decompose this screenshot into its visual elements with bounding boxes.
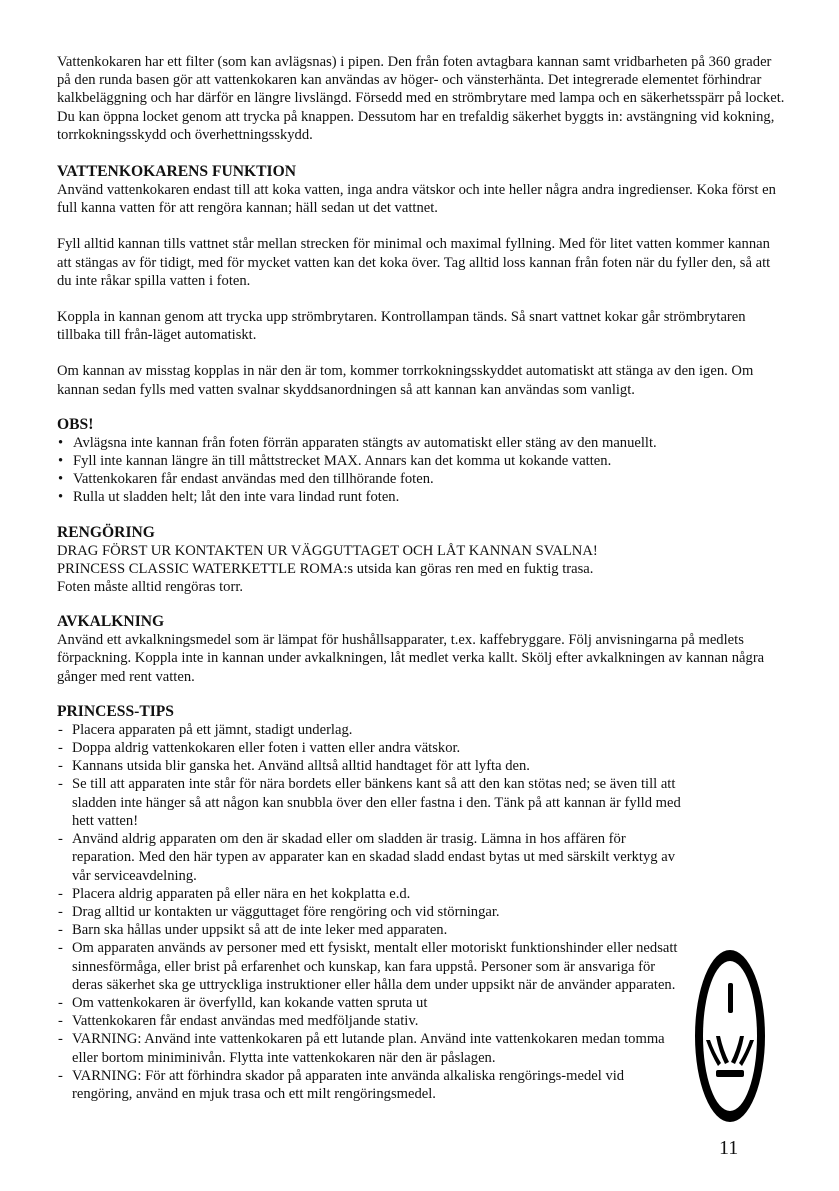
list-item: - Barn ska hållas under uppsikt så att de inte leker med apparaten. (57, 921, 682, 939)
tips-section (57, 702, 682, 1103)
obs-section (57, 415, 785, 507)
list-item: - Vattenkokaren får endast användas med medföljande stativ. (57, 1012, 682, 1030)
function-section (57, 162, 785, 399)
cleaning-line: PRINCESS CLASSIC WATERKETTLE ROMA:s utsida kan göras ren med en fuktig trasa. (57, 560, 594, 577)
list-item: - VARNING: För att förhindra skador på apparaten inte använda alkaliska rengörings-medel vid rengöring, använd en mjuk trasa och ett milt rengöringsmedel. (57, 1067, 682, 1103)
list-item: • Avlägsna inte kannan från foten förrän apparaten stängts av automatiskt eller stäng av den manuellt. (57, 434, 785, 452)
function-paragraph: Om kannan av misstag kopplas in när den är tom, kommer torrkokningsskyddet automatiskt att stänga av den igen. Om kannan sedan fylls med vatten svalnar skyddsanordningen så att kannan kan användas som vanligt. (57, 363, 754, 398)
function-paragraph: Fyll alltid kannan tills vattnet står mellan strecken för minimal och maximal fyllning. Med för litet vatten kommer kannan att stängas av för tidigt, med för mycket vatten kan det koka över. Tag alltid loss kannan från foten när du fyller den, så att du inte råkar spilla vatten i foten. (57, 236, 771, 289)
princess-crown-logo-icon (692, 946, 768, 1126)
list-item: • Vattenkokaren får endast användas med den tillhörande foten. (57, 470, 785, 488)
function-heading: VATTENKOKARENS FUNKTION (57, 163, 296, 181)
descaling-section (57, 612, 785, 686)
function-paragraph: Koppla in kannan genom att trycka upp strömbrytaren. Kontrollampan tänds. Så snart vattnet kokar går strömbrytaren tillbaka till från-läget automatiskt. (57, 309, 746, 344)
list-item: - Kannans utsida blir ganska het. Använd alltså alltid handtaget för att lyfta den. (57, 757, 682, 775)
tips-list (57, 721, 682, 1103)
page-number: 11 (719, 1137, 739, 1159)
list-item: - Använd aldrig apparaten om den är skadad eller om sladden är trasig. Lämna in hos affären för reparation. Med den här typen av apparater kan en skadad sladd endast bytas ut med särskilt verktyg av vår serviceavdelning. (57, 830, 682, 885)
list-item: - Om vattenkokaren är överfylld, kan kokande vatten spruta ut (57, 994, 682, 1012)
list-item: - Se till att apparaten inte står för nära bordets eller bänkens kant så att den kan stötas ned; se även till att sladden inte hänger så att någon kan snubbla över den eller fastna i den. Tänk på att kannan är fylld med hett vatten! (57, 775, 682, 830)
list-item: - VARNING: Använd inte vattenkokaren på ett lutande plan. Använd inte vattenkokaren medan tomma eller bortom miniminivån. Flytta inte vattenkokaren när den är påslagen. (57, 1030, 682, 1066)
cleaning-line: Foten måste alltid rengöras torr. (57, 579, 244, 596)
cleaning-section (57, 523, 785, 597)
cleaning-heading: RENGÖRING (57, 523, 155, 541)
list-item: • Fyll inte kannan längre än till måttstrecket MAX. Annars kan det komma ut kokande vatten. (57, 452, 785, 470)
function-paragraph: Använd vattenkokaren endast till att koka vatten, inga andra vätskor och inte heller några andra ingredienser. Koka först en full kanna vatten för att rengöra kannan; häll sedan ut det vattnet. (57, 182, 776, 217)
list-item: - Placera apparaten på ett jämnt, stadigt underlag. (57, 721, 682, 739)
list-item: - Drag alltid ur kontakten ur vägguttaget före rengöring och vid störningar. (57, 903, 682, 921)
descaling-text: Använd ett avkalkningsmedel som är lämpat för hushållsapparater, t.ex. kaffebryggare. Följ anvisningarna på medlets förpackning. Koppla inte in kannan under avkalkningen, låt medlet verka kallt. Skölj efter avkalkningen av kannan några gånger med rent vatten. (57, 632, 765, 685)
cleaning-line: DRAG FÖRST UR KONTAKTEN UR VÄGGUTTAGET OCH LÅT KANNAN SVALNA! (57, 542, 598, 559)
list-item: - Doppa aldrig vattenkokaren eller foten i vatten eller andra vätskor. (57, 739, 682, 757)
list-item: - Om apparaten används av personer med ett fysiskt, mentalt eller motoriskt funktionshinder eller nedsatt sinnesförmåga, eller brist på erfarenhet och kunskap, kan fara uppstå. Personer som är ansvariga för deras säkerhet ska ge uttryckliga instruktioner eller hålla dem under uppsikt när de använder apparaten. (57, 939, 682, 994)
list-item: • Rulla ut sladden helt; låt den inte vara lindad runt foten. (57, 488, 785, 506)
descaling-heading: AVKALKNING (57, 613, 165, 631)
obs-heading: OBS! (57, 415, 94, 433)
obs-list (57, 434, 785, 507)
list-item: - Placera aldrig apparaten på eller nära en het kokplatta e.d. (57, 885, 682, 903)
intro-paragraph: Vattenkokaren har ett filter (som kan avlägsnas) i pipen. Den från foten avtagbara kannan samt vridbarheten på 360 grader på den runda basen gör att vattenkokaren kan användas av höger- och vänsterhänta. Det integrerade elementet förhindrar kalkbeläggning och har därför en längre livslängd. Försedd med en strömbrytare med lampa och en säkerhetsspärr på locket. Du kan öppna locket genom att trycka på knappen. Dessutom har en trefaldig säkerhet byggts in: avstängning vid kokning, torrkokningsskydd och överhettningsskydd. (57, 54, 785, 143)
tips-heading: PRINCESS-TIPS (57, 702, 174, 720)
page-content (57, 53, 785, 1119)
